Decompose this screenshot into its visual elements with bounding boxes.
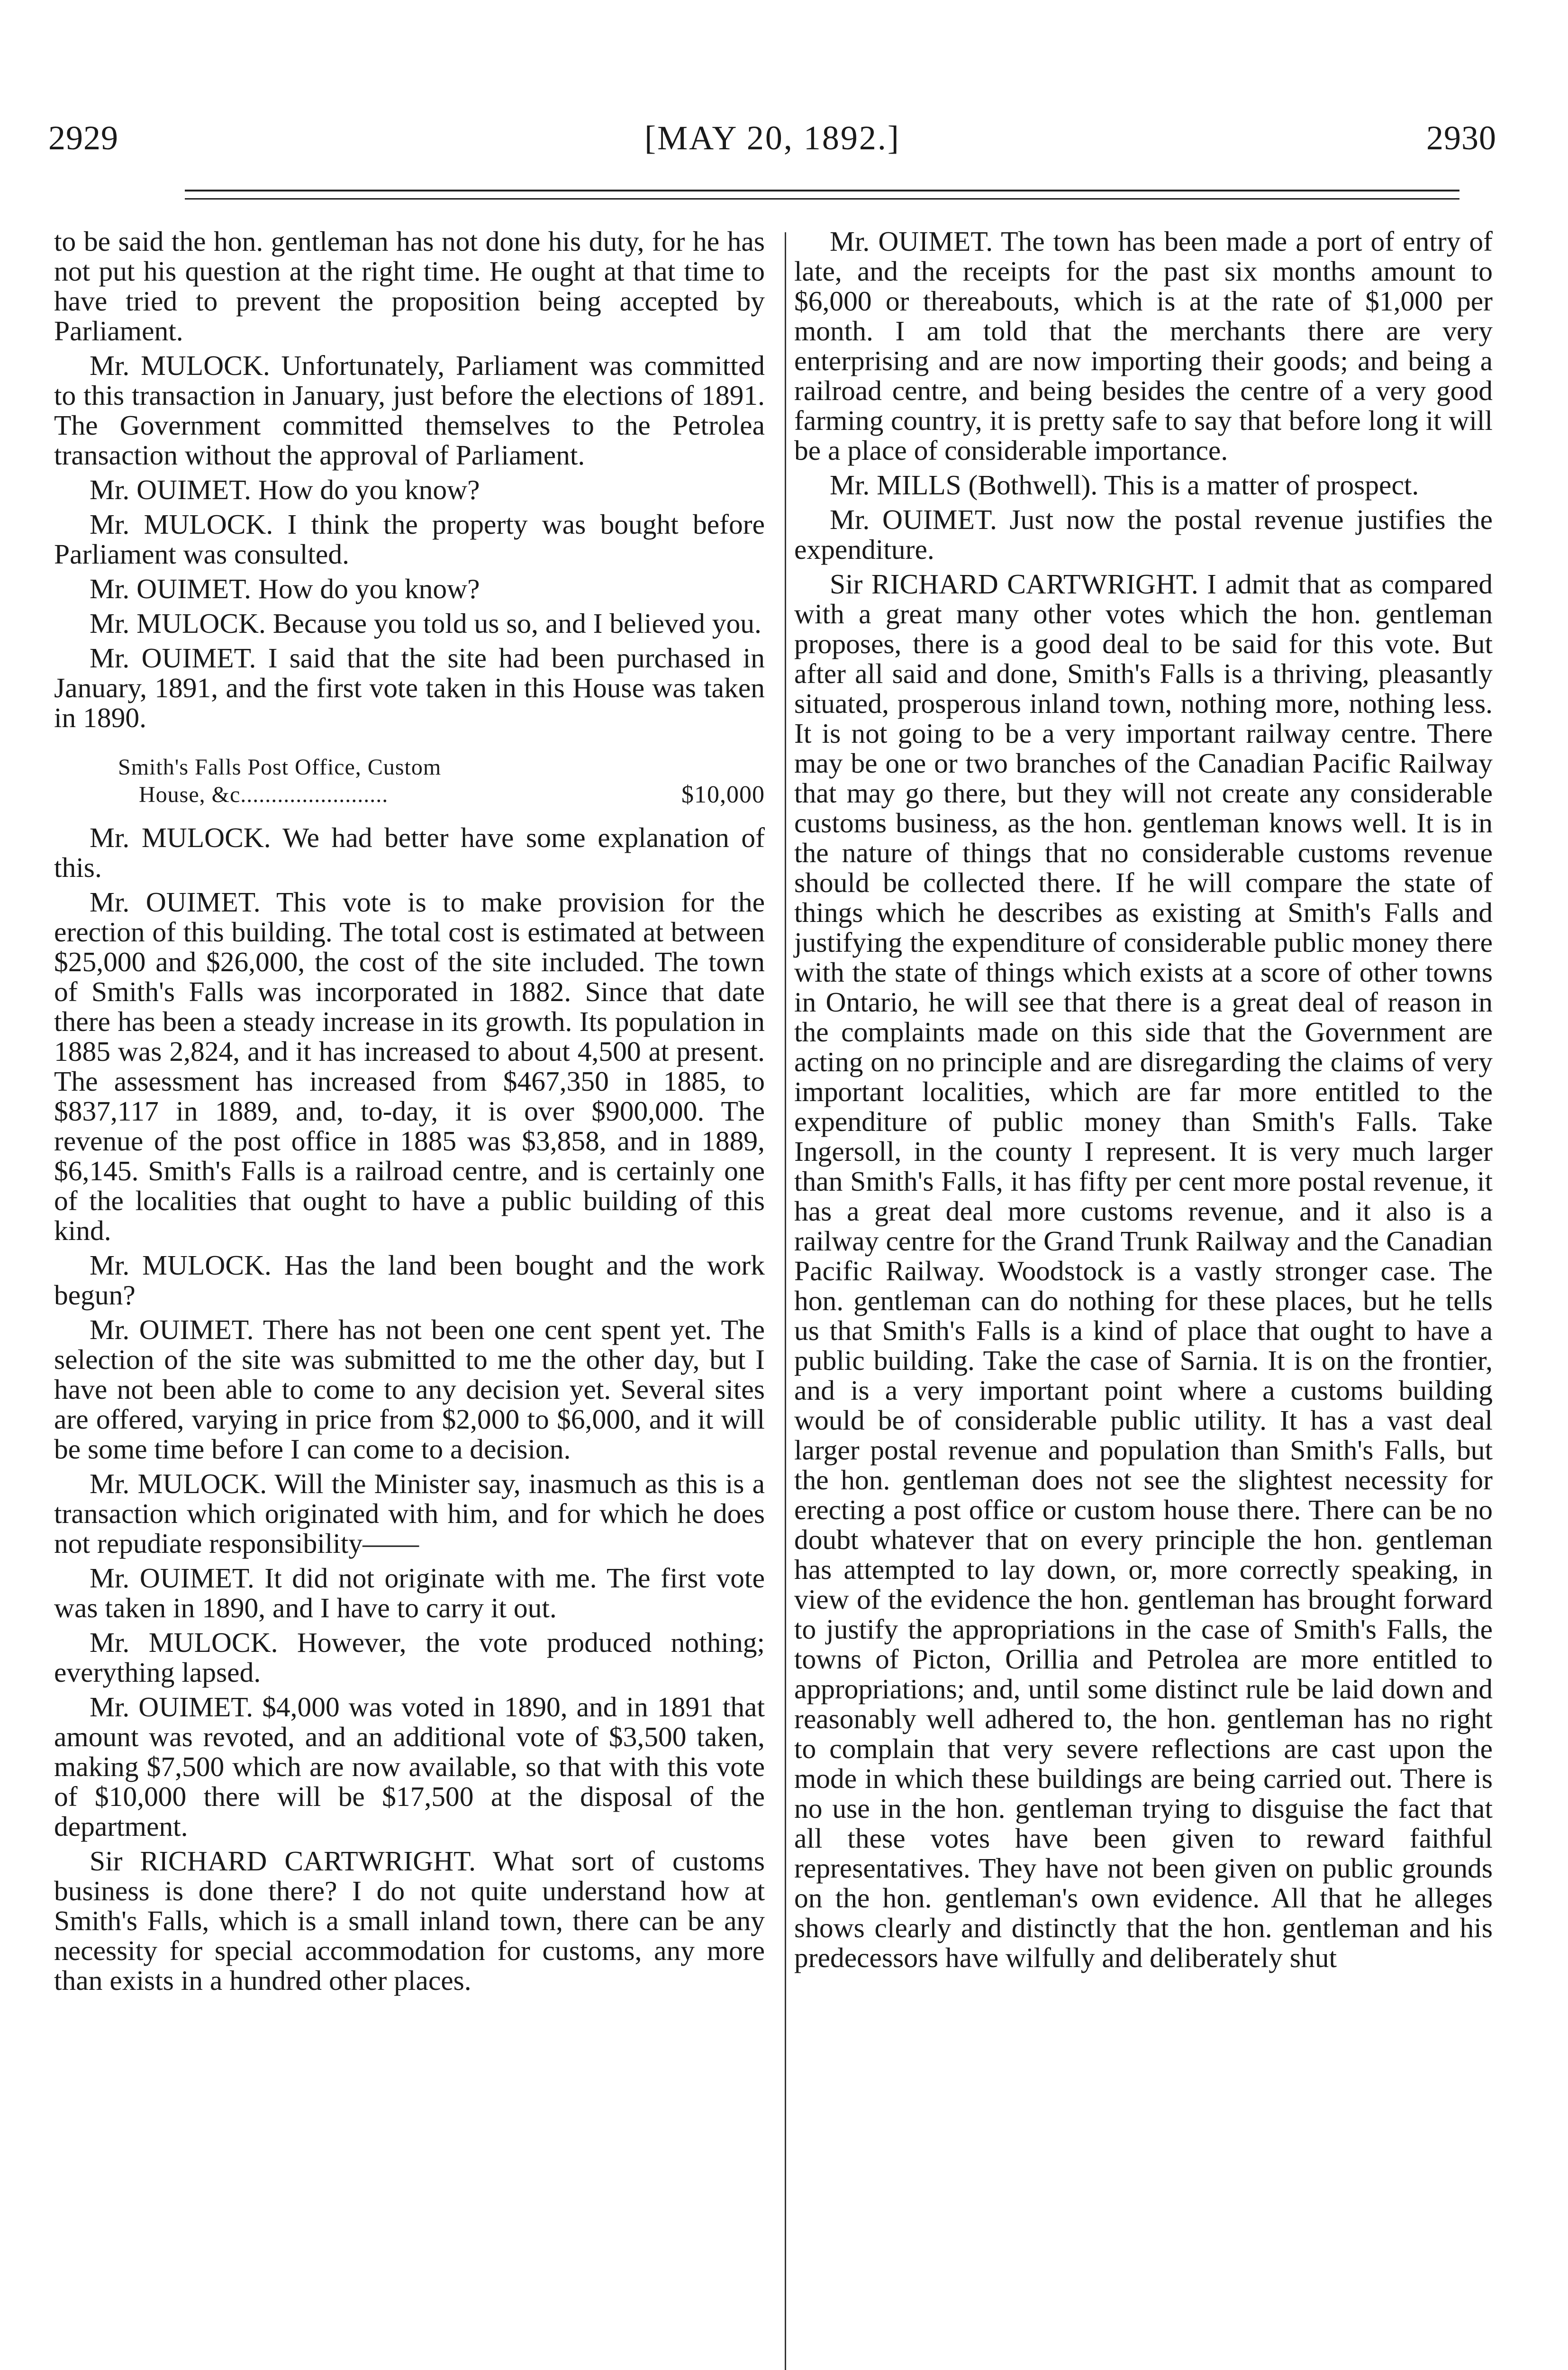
- right-column: [794, 227, 1493, 1978]
- paragraph: Mr. OUIMET. The town has been made a port of entry of late, and the receipts for the past six months amount to $6,000 or thereabouts, which is at the rate of $1,000 per month. I am told that the merchants there are very enterprising and are now importing their goods; and being a railroad centre, and being besides the centre of a very good farming country, it is pretty safe to say that before long it will be a place of considerable importance.: [794, 226, 1493, 466]
- paragraph: Mr. MULOCK. Has the land been bought and the work begun?: [54, 1249, 765, 1311]
- paragraph: Mr. OUIMET. $4,000 was voted in 1890, and in 1891 that amount was revoted, and an additional vote of $3,500 taken, making $7,500 which are now available, so that with this vote of $10,000 there will be $17,500 at the disposal of the department.: [54, 1691, 765, 1842]
- page-number-left: 2929: [48, 119, 118, 157]
- paragraph: Mr. MULOCK. Will the Minister say, inasmuch as this is a transaction which originated with him, and for which he does not repudiate responsibility——: [54, 1468, 765, 1559]
- paragraph: to be said the hon. gentleman has not done his duty, for he has not put his question at the right time. He ought at that time to have tried to prevent the proposition being accepted by Parliament.: [54, 226, 765, 346]
- paragraph: Mr. OUIMET. It did not originate with me. The first vote was taken in 1890, and I have to carry it out.: [54, 1562, 765, 1623]
- vote-item-line2: [118, 781, 765, 809]
- column-divider: [785, 232, 786, 2370]
- paragraph: Mr. OUIMET. How do you know?: [90, 474, 480, 505]
- paragraph: Mr. MULOCK. Unfortunately, Parliament was committed to this transaction in January, just before the elections of 1891. The Government committed themselves to the Petrolea transaction without the approval of Parliament.: [54, 350, 765, 471]
- paragraph: Mr. OUIMET. How do you know?: [90, 573, 480, 604]
- vote-item-amount: $10,000: [681, 781, 765, 808]
- paragraph: Mr. OUIMET. This vote is to make provision for the erection of this building. The total cost is estimated at between $25,000 and $26,000, the cost of the site included. The town of Smith's Falls was incorporated in 1882. Since that date there has been a steady increase in its growth. Its population in 1885 was 2,824, and it has increased to about 4,500 at present. The assessment has increased from $467,350 in 1885, to $837,117 in 1889, and, to-day, it is over $900,000. The revenue of the post office in 1885 was $3,858, and in 1889, $6,145. Smith's Falls is a railroad centre, and is certainly one of the localities that ought to have a public building of this kind.: [54, 886, 765, 1246]
- paragraph: Mr. OUIMET. Just now the postal revenue justifies the expenditure.: [794, 504, 1493, 565]
- paragraph: Mr. OUIMET. I said that the site had been purchased in January, 1891, and the first vote taken in this House was taken in 1890.: [54, 642, 765, 733]
- paragraph: Mr. MULOCK. However, the vote produced nothing; everything lapsed.: [54, 1627, 765, 1688]
- page-number-right: 2930: [1426, 119, 1496, 157]
- paragraph: Mr. MULOCK. I think the property was bought before Parliament was consulted.: [54, 509, 765, 570]
- left-column: [54, 227, 765, 2000]
- vote-item-line1: Smith's Falls Post Office, Custom: [118, 755, 442, 780]
- header-rule: [185, 190, 1459, 191]
- paragraph: Mr. MILLS (Bothwell). This is a matter of prospect.: [830, 469, 1419, 501]
- paragraph: Mr. OUIMET. There has not been one cent spent yet. The selection of the site was submitted to me the other day, but I have not been able to come to any decision yet. Several sites are offered, varying in price from $2,000 to $6,000, and it will be some time before I can come to a decision.: [54, 1314, 765, 1465]
- paragraph: Sir RICHARD CARTWRIGHT. What sort of customs business is done there? I do not quite understand how at Smith's Falls, which is a small inland town, there can be any necessity for special accommodation for customs, any more than exists in a hundred other places.: [54, 1845, 765, 1996]
- vote-item: [54, 754, 765, 809]
- paragraph: Sir RICHARD CARTWRIGHT. I admit that as compared with a great many other votes which the hon. gentleman proposes, there is a good deal to be said for this vote. But after all said and done, Smith's Falls is a thriving, pleasantly situated, prosperous inland town, nothing more, nothing less. It is not going to be a very important railway centre. There may be one or two branches of the Canadian Pacific Railway that may go there, but they will not create any considerable customs business, as the hon. gentleman knows well. It is in the nature of things that no considerable customs revenue should be collected there. If he will compare the state of things which he describes as existing at Smith's Falls and justifying the expenditure of considerable public money there with the state of things which exists at a score of other towns in Ontario, he will see that there is a great deal of reason in the complaints made on this side that the Government are acting on no principle and are disregarding the claims of very important localities, which are far more entitled to the expenditure of public money than Smith's Falls. Take Ingersoll, in the county I represent. It is very much larger than Smith's Falls, it has fifty per cent more postal revenue, it has a great deal more customs revenue, and it also is a railway centre for the Grand Trunk Railway and the Canadian Pacific Railway. Woodstock is a vastly stronger case. The hon. gentleman can do nothing for these places, but he tells us that Smith's Falls is a kind of place that ought to have a public building. Take the case of Sarnia. It is on the frontier, and is a very important point where a customs building would be of considerable public utility. It has a vast deal larger postal revenue and population than Smith's Falls, but the hon. gentleman does not see the slightest necessity for erecting a post office or custom house there. There can be no doubt whatever that on every principle the hon. gentleman has attempted to lay down, or, more correctly speaking, in view of the evidence the hon. gentleman has brought forward to justify the appropriations in the case of Smith's Falls, the towns of Picton, Orillia and Petrolea are more entitled to appropriations; and, until some distinct rule be laid down and reasonably well adhered to, the hon. gentleman has no right to complain that very severe reflections are cast upon the mode in which these buildings are being carried out. There is no use in the hon. gentleman trying to disguise the fact that all these votes have been given to reward faithful representatives. They have not been given on public grounds on the hon. gentleman's own evidence. All that he alleges shows clearly and distinctly that the hon. gentleman and his predecessors have wilfully and deliberately shut: [794, 568, 1493, 1973]
- paragraph: Mr. MULOCK. We had better have some explanation of this.: [54, 822, 765, 883]
- paragraph: Mr. MULOCK. Because you told us so, and I believed you.: [90, 608, 761, 639]
- page-header: [38, 109, 1507, 166]
- header-date: [MAY 20, 1892.]: [644, 119, 900, 157]
- header-rule-double: [185, 198, 1459, 200]
- vote-item-label: House, &c........................: [139, 782, 389, 807]
